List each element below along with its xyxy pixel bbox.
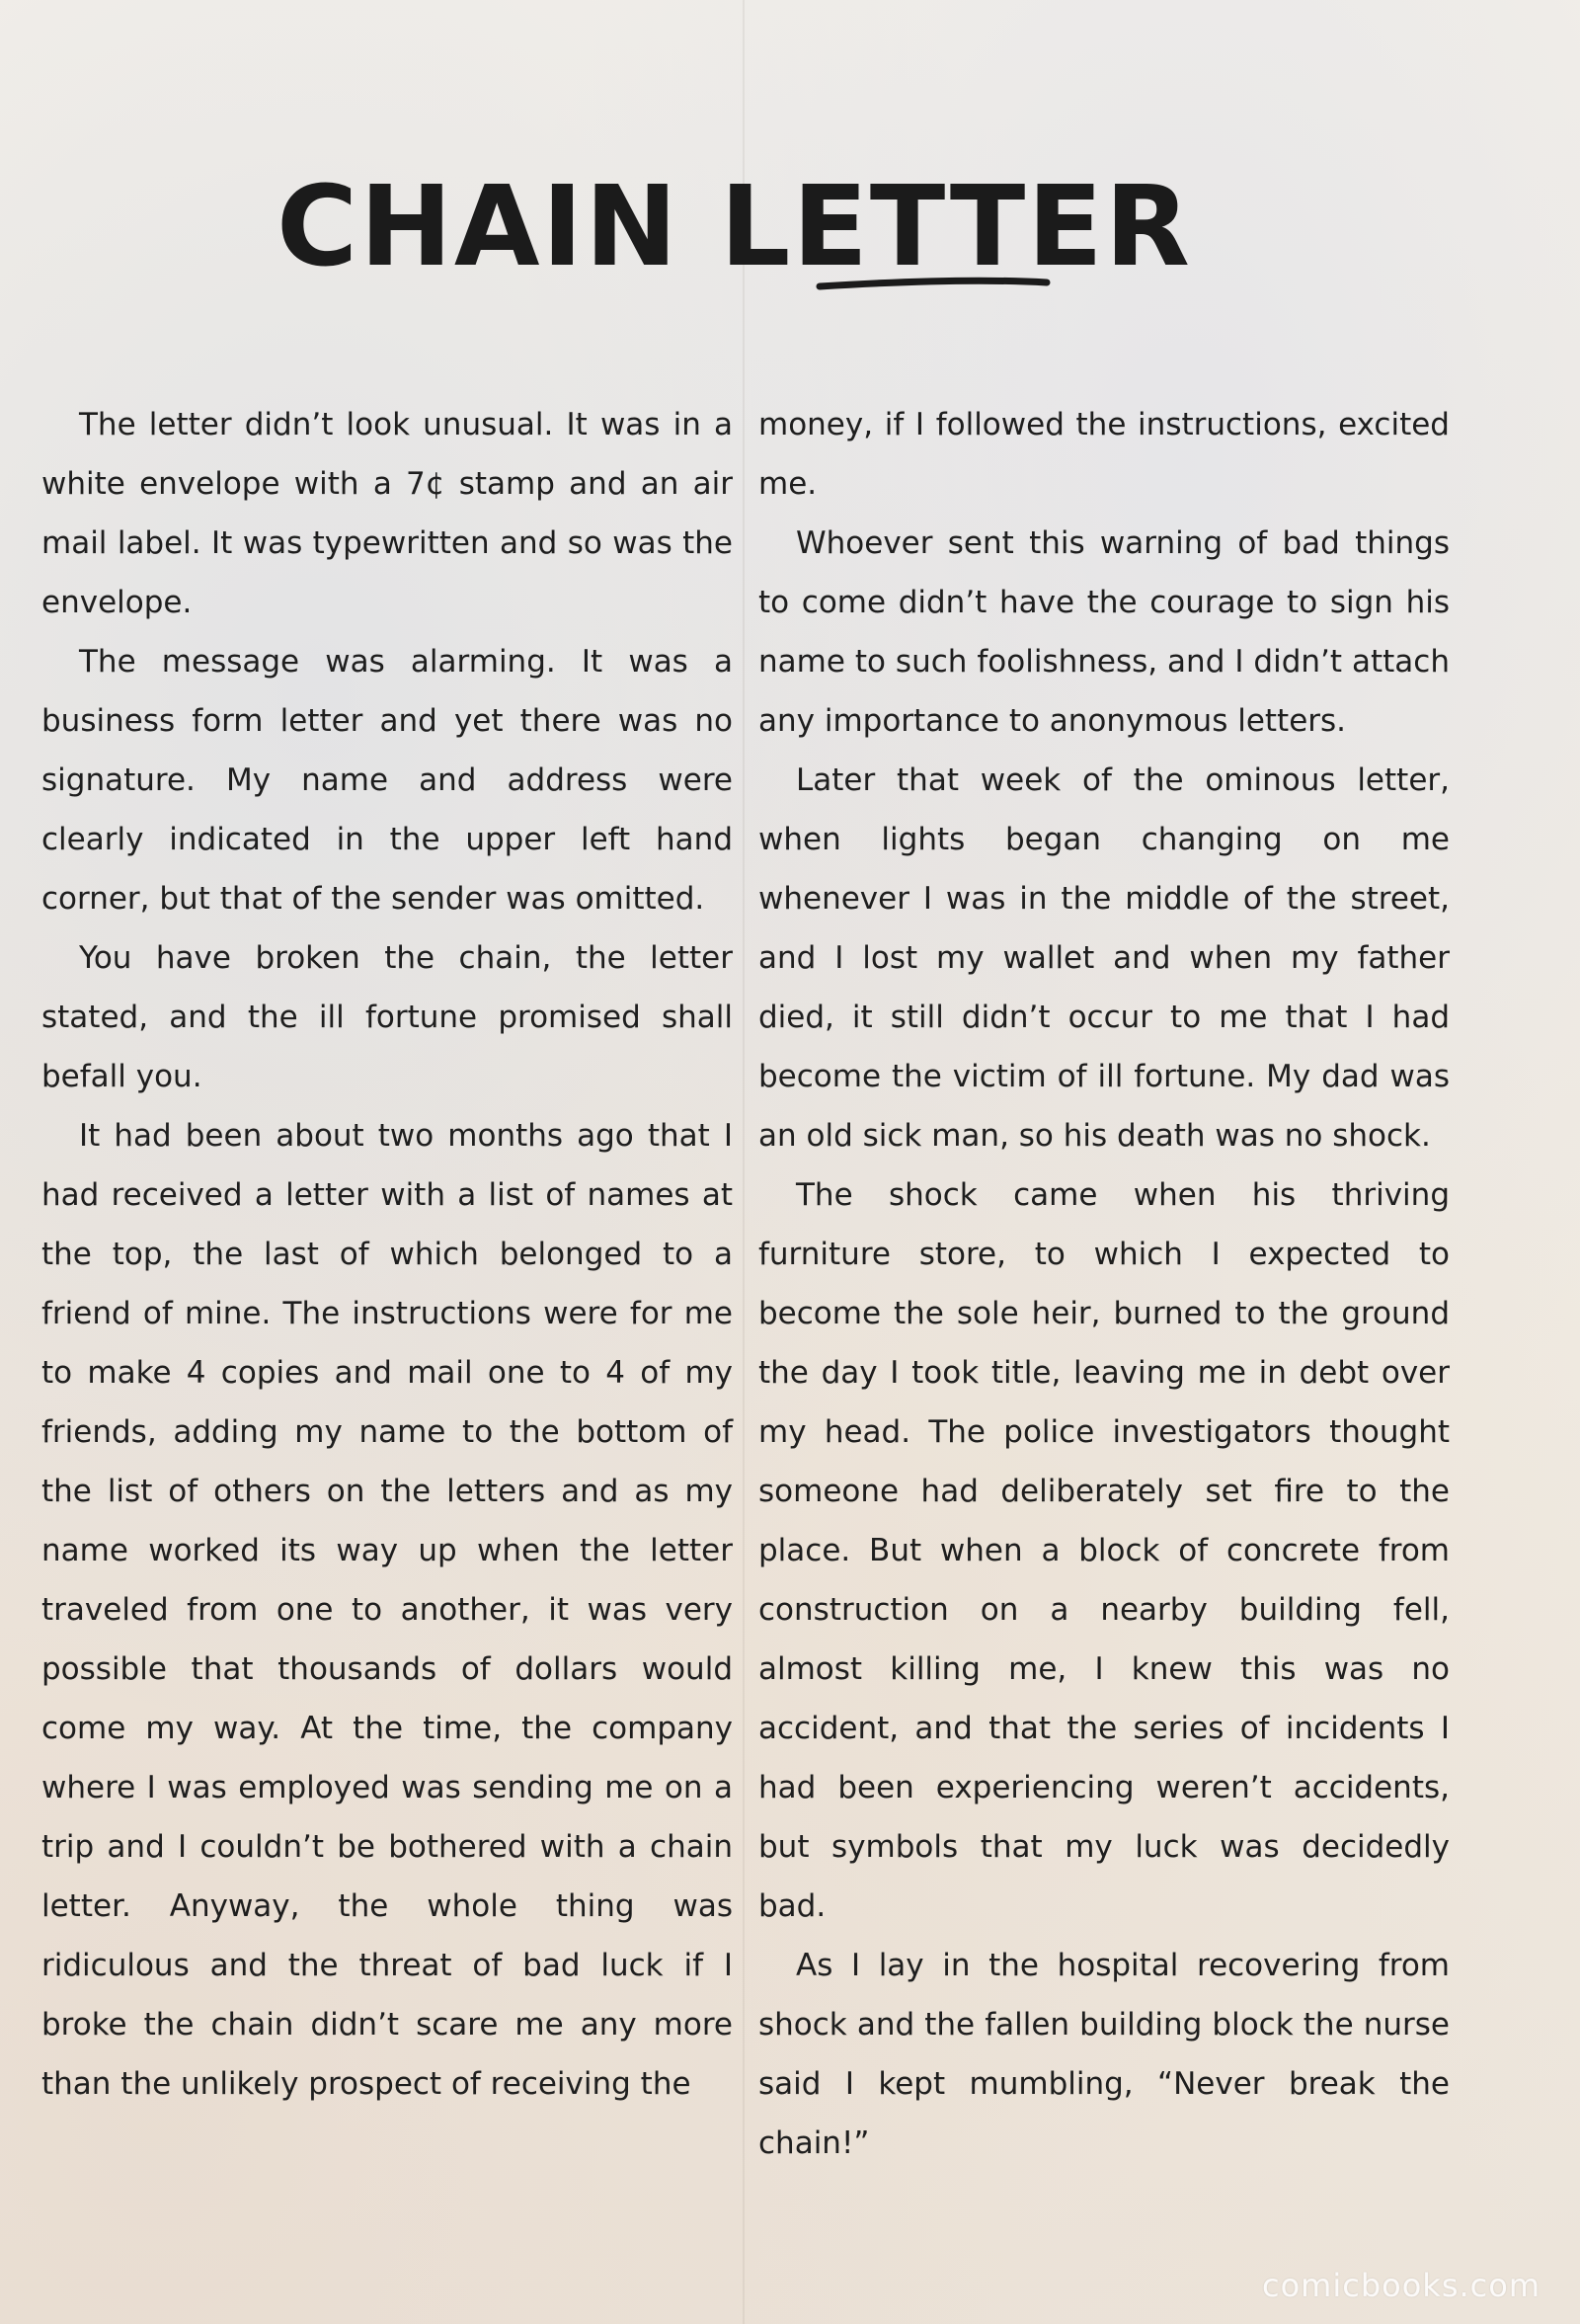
- right-column: [758, 395, 1450, 2173]
- title-graphic: [267, 148, 1192, 316]
- paragraph: As I lay in the hospital recovering from shock and the fallen building block the nurse said I kept mumbling, “Never break the chain!”: [758, 1948, 1450, 2161]
- paragraph: Later that week of the ominous letter, when lights began changing on me whenever I was in the middle of the street, and I lost my wallet and when my father died, it still didn’t occur to me that I had become the victim of ill fortune. My dad was an old sick man, so his death was no shock.: [758, 762, 1450, 1154]
- watermark: comicbooks.com: [1261, 2267, 1540, 2304]
- paragraph: The shock came when his thriving furniture store, to which I expected to become the sole heir, burned to the ground the day I took title, leaving me in debt over my head. The police investigators thought someone had deliberately set fire to the place. But when a block of concrete from construction on a nearby building fell, almost killing me, I knew this was no accident, and that the series of incidents I had been experiencing weren’t accidents, but symbols that my luck was decidedly bad.: [758, 1177, 1450, 1924]
- title-text: CHAIN LETTER: [276, 163, 1192, 291]
- page-fold: [743, 0, 745, 2324]
- paragraph: You have broken the chain, the letter stated, and the ill fortune promised shall befall you.: [41, 940, 733, 1094]
- paragraph: The letter didn’t look unusual. It was in a white envelope with a 7¢ stamp and an air mail label. It was typewritten and so was the envelope.: [41, 407, 733, 620]
- paragraph: It had been about two months ago that I had received a letter with a list of names at the top, the last of which belonged to a friend of mine. The instructions were for me to make 4 copies and mail one to 4 of my friends, adding my name to the bottom of the list of others on the letters and as my name worked its way up when the letter traveled from one to another, it was very possible that thousands of dollars would come my way. At the time, the company where I was employed was sending me on a trip and I couldn’t be bothered with a chain letter. Anyway, the whole thing was ridiculous and the threat of bad luck if I broke the chain didn’t scare me any more than the unlikely prospect of receiving the: [41, 1118, 733, 2102]
- paragraph: Whoever sent this warning of bad things to come didn’t have the courage to sign his name to such foolishness, and I didn’t attach any importance to anonymous letters.: [758, 525, 1450, 739]
- page-title: [267, 148, 1192, 316]
- paragraph: money, if I followed the instructions, excited me.: [758, 407, 1450, 502]
- paragraph: The message was alarming. It was a business form letter and yet there was no signature. My name and address were clearly indicated in the upper left hand corner, but that of the sender was omitted.: [41, 644, 733, 917]
- left-column: [41, 395, 733, 2114]
